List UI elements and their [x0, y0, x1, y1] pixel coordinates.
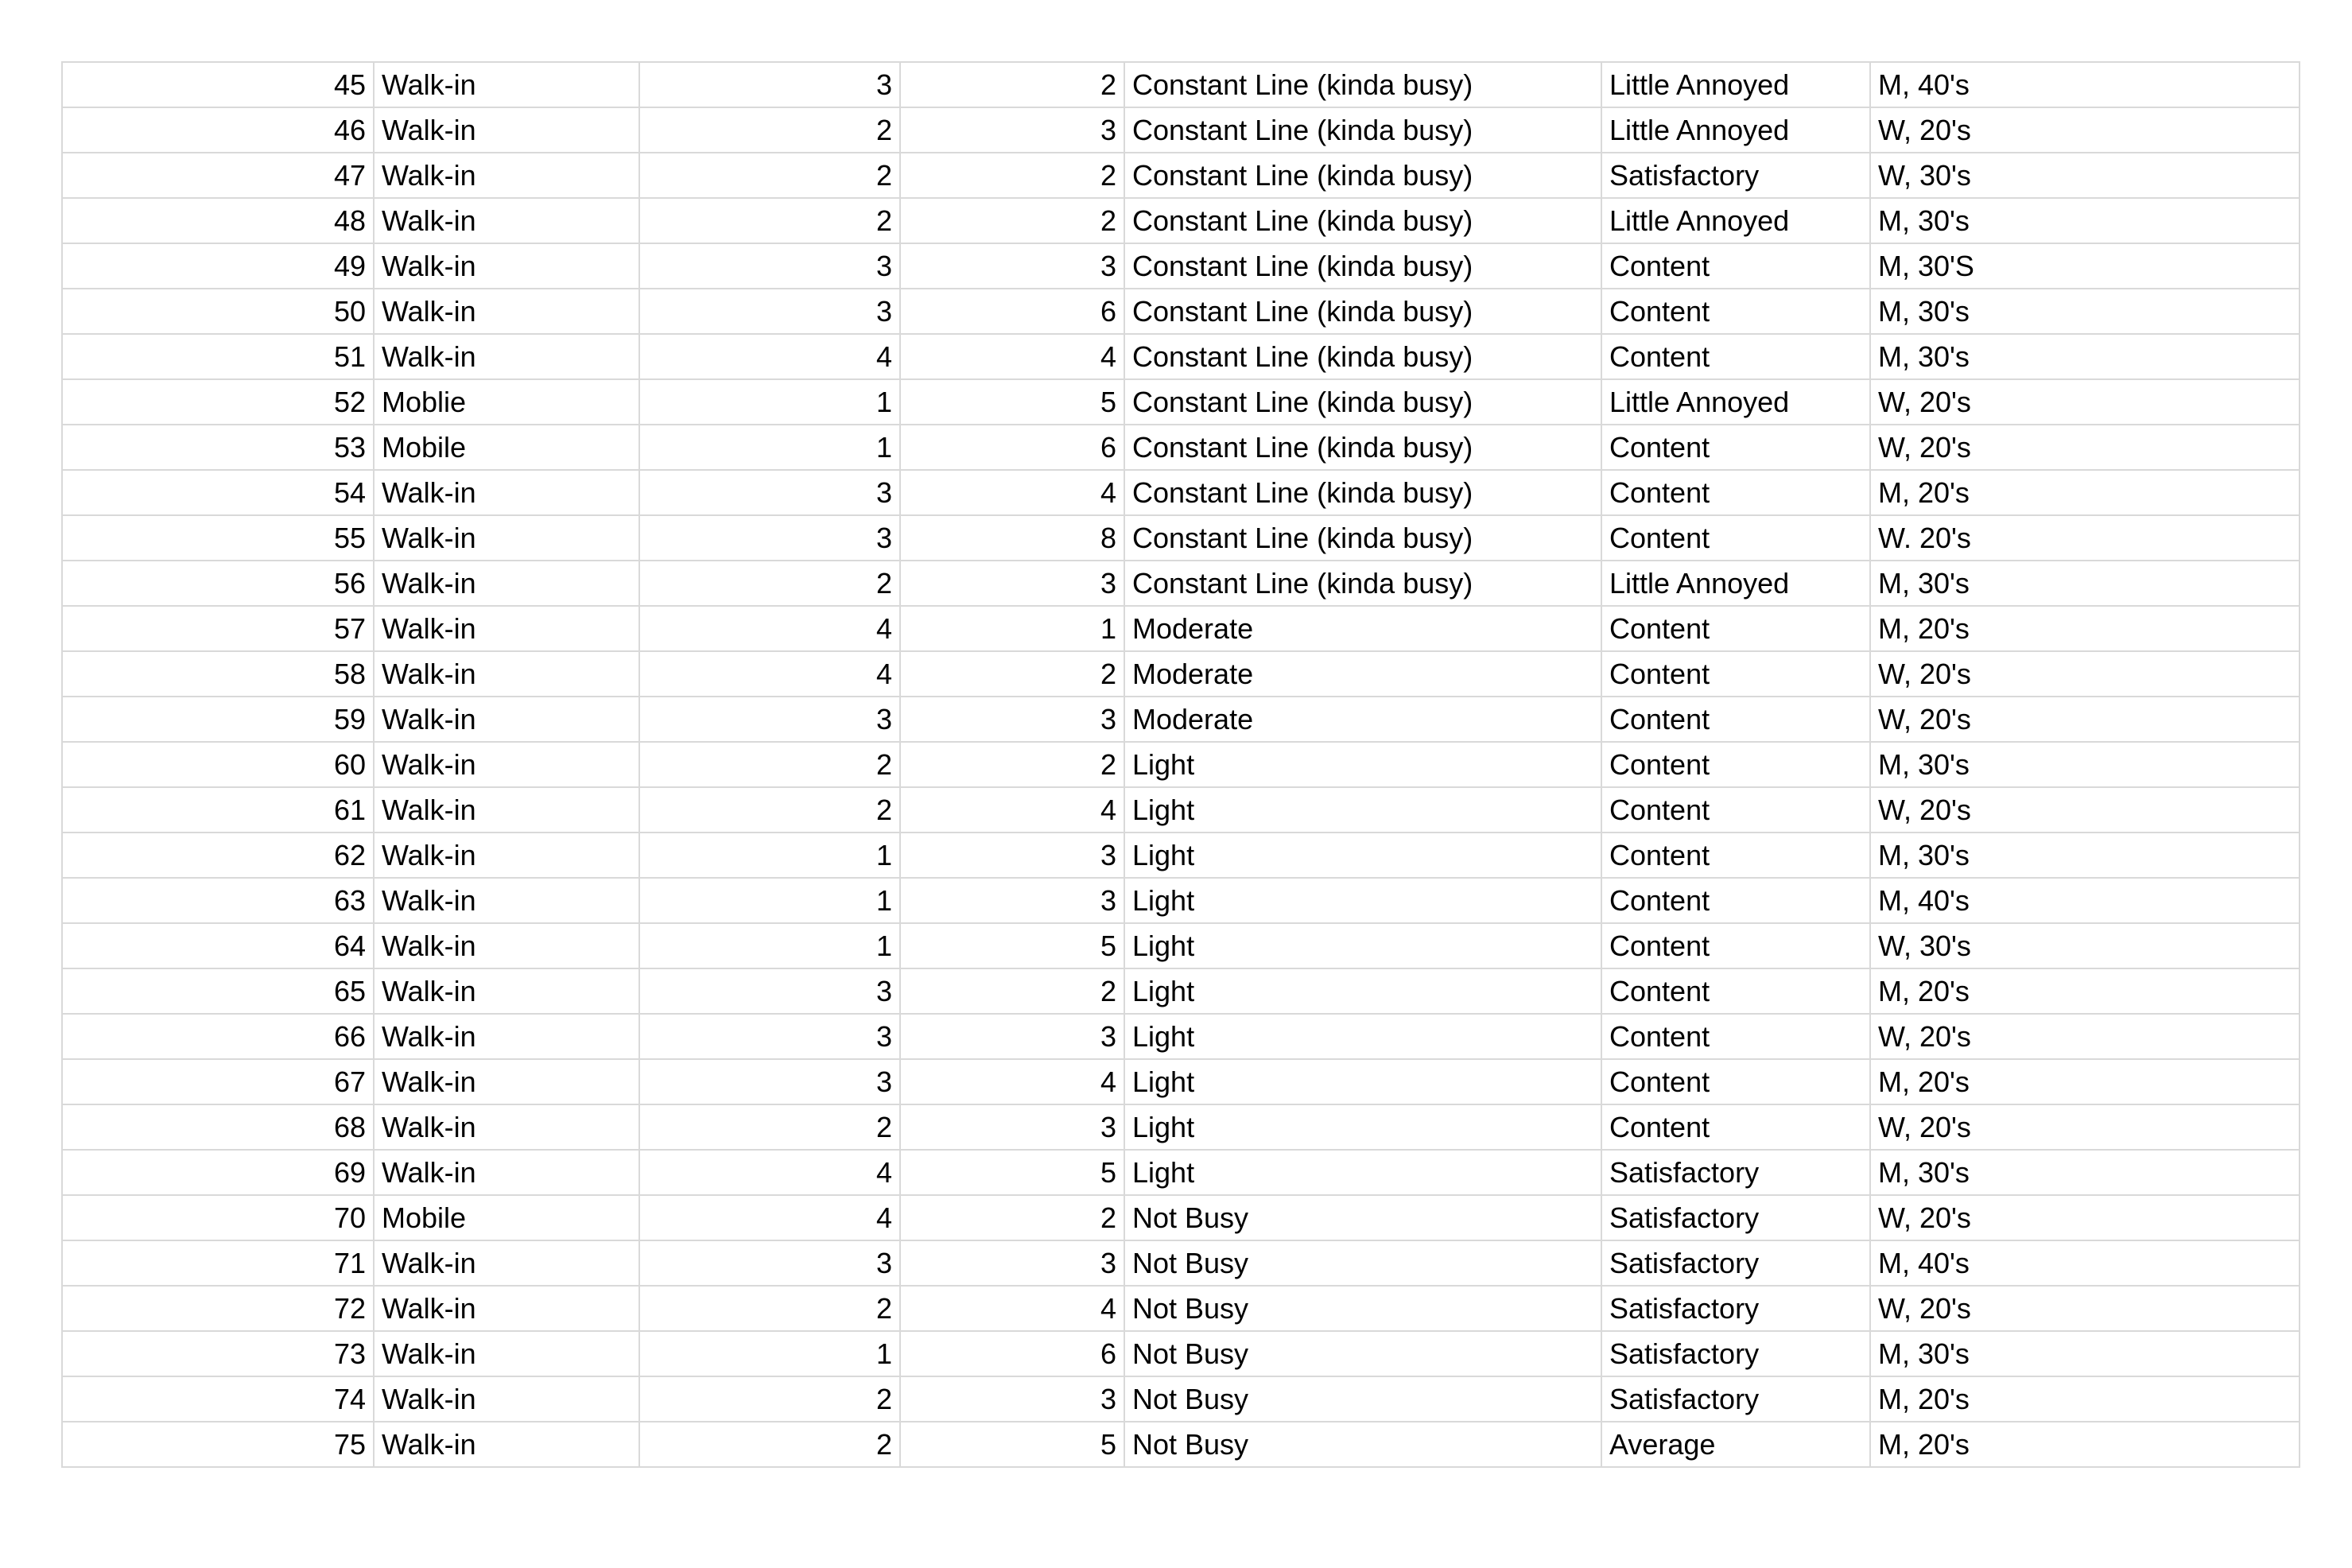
table-row: [62, 1104, 2300, 1150]
demographic-cell: W, 30's: [1870, 153, 2300, 198]
demographic-cell: W, 20's: [1870, 651, 2300, 697]
party-size-cell: 3: [639, 1014, 900, 1059]
demographic-cell: W, 20's: [1870, 379, 2300, 425]
party-size-cell: 4: [639, 1150, 900, 1195]
busyness-cell: Constant Line (kinda busy): [1124, 243, 1601, 289]
wait-cell: 3: [900, 1014, 1124, 1059]
demographic-cell: W, 20's: [1870, 1195, 2300, 1240]
id-cell: 56: [62, 561, 374, 606]
busyness-cell: Not Busy: [1124, 1422, 1601, 1467]
wait-cell: 2: [900, 198, 1124, 243]
id-cell: 61: [62, 787, 374, 833]
id-cell: 60: [62, 742, 374, 787]
order-type-cell: Walk-in: [374, 697, 639, 742]
party-size-cell: 3: [639, 968, 900, 1014]
id-cell: 57: [62, 606, 374, 651]
busyness-cell: Constant Line (kinda busy): [1124, 153, 1601, 198]
demographic-cell: W, 20's: [1870, 425, 2300, 470]
table-row: [62, 515, 2300, 561]
party-size-cell: 1: [639, 425, 900, 470]
id-cell: 70: [62, 1195, 374, 1240]
demographic-cell: M, 20's: [1870, 606, 2300, 651]
table-row: [62, 198, 2300, 243]
party-size-cell: 2: [639, 107, 900, 153]
order-type-cell: Walk-in: [374, 1104, 639, 1150]
demographic-cell: M, 30's: [1870, 561, 2300, 606]
party-size-cell: 3: [639, 289, 900, 334]
busyness-cell: Light: [1124, 1014, 1601, 1059]
order-type-cell: Moblie: [374, 379, 639, 425]
order-type-cell: Mobile: [374, 425, 639, 470]
wait-cell: 2: [900, 651, 1124, 697]
order-type-cell: Walk-in: [374, 923, 639, 968]
id-cell: 69: [62, 1150, 374, 1195]
mood-cell: Content: [1601, 787, 1870, 833]
order-type-cell: Walk-in: [374, 1059, 639, 1104]
id-cell: 45: [62, 62, 374, 107]
order-type-cell: Walk-in: [374, 651, 639, 697]
id-cell: 52: [62, 379, 374, 425]
mood-cell: Satisfactory: [1601, 1286, 1870, 1331]
order-type-cell: Walk-in: [374, 833, 639, 878]
wait-cell: 2: [900, 968, 1124, 1014]
wait-cell: 6: [900, 425, 1124, 470]
order-type-cell: Walk-in: [374, 878, 639, 923]
party-size-cell: 1: [639, 923, 900, 968]
order-type-cell: Walk-in: [374, 470, 639, 515]
mood-cell: Satisfactory: [1601, 1195, 1870, 1240]
order-type-cell: Walk-in: [374, 107, 639, 153]
mood-cell: Little Annoyed: [1601, 561, 1870, 606]
mood-cell: Content: [1601, 651, 1870, 697]
order-type-cell: Walk-in: [374, 153, 639, 198]
demographic-cell: M, 30'S: [1870, 243, 2300, 289]
order-type-cell: Walk-in: [374, 198, 639, 243]
wait-cell: 6: [900, 289, 1124, 334]
party-size-cell: 4: [639, 651, 900, 697]
wait-cell: 4: [900, 334, 1124, 379]
wait-cell: 4: [900, 470, 1124, 515]
order-type-cell: Walk-in: [374, 1376, 639, 1422]
busyness-cell: Constant Line (kinda busy): [1124, 107, 1601, 153]
table-row: [62, 1286, 2300, 1331]
table-row: [62, 1150, 2300, 1195]
table-row: [62, 62, 2300, 107]
mood-cell: Content: [1601, 833, 1870, 878]
id-cell: 49: [62, 243, 374, 289]
demographic-cell: W. 20's: [1870, 515, 2300, 561]
mood-cell: Little Annoyed: [1601, 62, 1870, 107]
wait-cell: 3: [900, 1376, 1124, 1422]
busyness-cell: Moderate: [1124, 651, 1601, 697]
id-cell: 72: [62, 1286, 374, 1331]
mood-cell: Satisfactory: [1601, 1331, 1870, 1376]
demographic-cell: M, 30's: [1870, 742, 2300, 787]
busyness-cell: Light: [1124, 923, 1601, 968]
order-type-cell: Walk-in: [374, 787, 639, 833]
party-size-cell: 2: [639, 561, 900, 606]
mood-cell: Content: [1601, 968, 1870, 1014]
busyness-cell: Constant Line (kinda busy): [1124, 198, 1601, 243]
mood-cell: Content: [1601, 1059, 1870, 1104]
order-type-cell: Walk-in: [374, 1240, 639, 1286]
demographic-cell: M, 30's: [1870, 334, 2300, 379]
busyness-cell: Light: [1124, 878, 1601, 923]
id-cell: 73: [62, 1331, 374, 1376]
busyness-cell: Constant Line (kinda busy): [1124, 515, 1601, 561]
table-row: [62, 153, 2300, 198]
wait-cell: 5: [900, 1150, 1124, 1195]
wait-cell: 4: [900, 1286, 1124, 1331]
party-size-cell: 2: [639, 1422, 900, 1467]
table-row: [62, 379, 2300, 425]
mood-cell: Content: [1601, 878, 1870, 923]
id-cell: 62: [62, 833, 374, 878]
table-row: [62, 878, 2300, 923]
mood-cell: Content: [1601, 1104, 1870, 1150]
mood-cell: Content: [1601, 697, 1870, 742]
order-type-cell: Walk-in: [374, 1331, 639, 1376]
wait-cell: 5: [900, 1422, 1124, 1467]
party-size-cell: 3: [639, 243, 900, 289]
demographic-cell: M, 30's: [1870, 1331, 2300, 1376]
demographic-cell: M, 40's: [1870, 878, 2300, 923]
demographic-cell: W, 20's: [1870, 1014, 2300, 1059]
demographic-cell: M, 20's: [1870, 968, 2300, 1014]
mood-cell: Satisfactory: [1601, 1376, 1870, 1422]
wait-cell: 8: [900, 515, 1124, 561]
mood-cell: Satisfactory: [1601, 1240, 1870, 1286]
party-size-cell: 1: [639, 878, 900, 923]
mood-cell: Content: [1601, 334, 1870, 379]
id-cell: 53: [62, 425, 374, 470]
table-row: [62, 1376, 2300, 1422]
id-cell: 46: [62, 107, 374, 153]
wait-cell: 2: [900, 1195, 1124, 1240]
table-row: [62, 742, 2300, 787]
order-type-cell: Walk-in: [374, 968, 639, 1014]
party-size-cell: 2: [639, 742, 900, 787]
party-size-cell: 2: [639, 153, 900, 198]
busyness-cell: Light: [1124, 1150, 1601, 1195]
table-row: [62, 425, 2300, 470]
wait-cell: 2: [900, 62, 1124, 107]
id-cell: 68: [62, 1104, 374, 1150]
party-size-cell: 2: [639, 1286, 900, 1331]
order-type-cell: Walk-in: [374, 289, 639, 334]
party-size-cell: 1: [639, 833, 900, 878]
table-row: [62, 968, 2300, 1014]
mood-cell: Content: [1601, 470, 1870, 515]
table-row: [62, 1014, 2300, 1059]
wait-cell: 4: [900, 1059, 1124, 1104]
wait-cell: 3: [900, 1104, 1124, 1150]
demographic-cell: M, 20's: [1870, 1059, 2300, 1104]
busyness-cell: Light: [1124, 833, 1601, 878]
order-type-cell: Walk-in: [374, 606, 639, 651]
demographic-cell: W, 20's: [1870, 1104, 2300, 1150]
busyness-cell: Moderate: [1124, 606, 1601, 651]
mood-cell: Content: [1601, 742, 1870, 787]
demographic-cell: W, 30's: [1870, 923, 2300, 968]
id-cell: 74: [62, 1376, 374, 1422]
wait-cell: 3: [900, 243, 1124, 289]
order-type-cell: Walk-in: [374, 1286, 639, 1331]
busyness-cell: Light: [1124, 787, 1601, 833]
party-size-cell: 2: [639, 1376, 900, 1422]
wait-cell: 4: [900, 787, 1124, 833]
demographic-cell: M, 30's: [1870, 1150, 2300, 1195]
wait-cell: 3: [900, 833, 1124, 878]
busyness-cell: Constant Line (kinda busy): [1124, 470, 1601, 515]
busyness-cell: Constant Line (kinda busy): [1124, 379, 1601, 425]
id-cell: 66: [62, 1014, 374, 1059]
wait-cell: 6: [900, 1331, 1124, 1376]
order-type-cell: Walk-in: [374, 742, 639, 787]
table-row: [62, 606, 2300, 651]
wait-cell: 1: [900, 606, 1124, 651]
order-type-cell: Walk-in: [374, 243, 639, 289]
id-cell: 67: [62, 1059, 374, 1104]
party-size-cell: 3: [639, 515, 900, 561]
busyness-cell: Constant Line (kinda busy): [1124, 62, 1601, 107]
busyness-cell: Constant Line (kinda busy): [1124, 289, 1601, 334]
table-row: [62, 1240, 2300, 1286]
table-row: [62, 470, 2300, 515]
wait-cell: 3: [900, 561, 1124, 606]
id-cell: 64: [62, 923, 374, 968]
demographic-cell: M, 40's: [1870, 62, 2300, 107]
wait-cell: 5: [900, 379, 1124, 425]
party-size-cell: 3: [639, 470, 900, 515]
party-size-cell: 2: [639, 1104, 900, 1150]
demographic-cell: W, 20's: [1870, 787, 2300, 833]
party-size-cell: 3: [639, 697, 900, 742]
wait-cell: 3: [900, 107, 1124, 153]
table-row: [62, 697, 2300, 742]
party-size-cell: 3: [639, 1059, 900, 1104]
party-size-cell: 3: [639, 62, 900, 107]
table-row: [62, 107, 2300, 153]
id-cell: 75: [62, 1422, 374, 1467]
order-type-cell: Walk-in: [374, 1422, 639, 1467]
busyness-cell: Moderate: [1124, 697, 1601, 742]
table-row: [62, 651, 2300, 697]
table-row: [62, 1331, 2300, 1376]
order-type-cell: Walk-in: [374, 62, 639, 107]
table-row: [62, 561, 2300, 606]
mood-cell: Little Annoyed: [1601, 198, 1870, 243]
mood-cell: Content: [1601, 606, 1870, 651]
demographic-cell: W, 20's: [1870, 697, 2300, 742]
mood-cell: Content: [1601, 289, 1870, 334]
busyness-cell: Not Busy: [1124, 1195, 1601, 1240]
order-type-cell: Walk-in: [374, 561, 639, 606]
party-size-cell: 3: [639, 1240, 900, 1286]
party-size-cell: 1: [639, 1331, 900, 1376]
order-type-cell: Walk-in: [374, 1014, 639, 1059]
mood-cell: Little Annoyed: [1601, 107, 1870, 153]
data-table: [61, 61, 2300, 1468]
wait-cell: 5: [900, 923, 1124, 968]
order-type-cell: Mobile: [374, 1195, 639, 1240]
table-row: [62, 787, 2300, 833]
table-row: [62, 289, 2300, 334]
busyness-cell: Not Busy: [1124, 1286, 1601, 1331]
demographic-cell: M, 40's: [1870, 1240, 2300, 1286]
id-cell: 54: [62, 470, 374, 515]
mood-cell: Content: [1601, 923, 1870, 968]
wait-cell: 3: [900, 878, 1124, 923]
table-row: [62, 1195, 2300, 1240]
mood-cell: Satisfactory: [1601, 1150, 1870, 1195]
demographic-cell: W, 20's: [1870, 107, 2300, 153]
table-row: [62, 334, 2300, 379]
order-type-cell: Walk-in: [374, 515, 639, 561]
order-type-cell: Walk-in: [374, 334, 639, 379]
demographic-cell: M, 20's: [1870, 1422, 2300, 1467]
mood-cell: Content: [1601, 515, 1870, 561]
wait-cell: 3: [900, 697, 1124, 742]
busyness-cell: Not Busy: [1124, 1331, 1601, 1376]
table-row: [62, 1422, 2300, 1467]
demographic-cell: M, 30's: [1870, 289, 2300, 334]
mood-cell: Satisfactory: [1601, 153, 1870, 198]
party-size-cell: 2: [639, 198, 900, 243]
table-row: [62, 923, 2300, 968]
busyness-cell: Constant Line (kinda busy): [1124, 561, 1601, 606]
id-cell: 48: [62, 198, 374, 243]
mood-cell: Content: [1601, 1014, 1870, 1059]
demographic-cell: W, 20's: [1870, 1286, 2300, 1331]
id-cell: 65: [62, 968, 374, 1014]
party-size-cell: 4: [639, 1195, 900, 1240]
id-cell: 58: [62, 651, 374, 697]
wait-cell: 2: [900, 742, 1124, 787]
busyness-cell: Light: [1124, 742, 1601, 787]
id-cell: 63: [62, 878, 374, 923]
mood-cell: Content: [1601, 425, 1870, 470]
busyness-cell: Light: [1124, 1059, 1601, 1104]
demographic-cell: M, 20's: [1870, 470, 2300, 515]
order-type-cell: Walk-in: [374, 1150, 639, 1195]
busyness-cell: Constant Line (kinda busy): [1124, 425, 1601, 470]
mood-cell: Average: [1601, 1422, 1870, 1467]
party-size-cell: 1: [639, 379, 900, 425]
busyness-cell: Light: [1124, 1104, 1601, 1150]
id-cell: 47: [62, 153, 374, 198]
table-row: [62, 1059, 2300, 1104]
party-size-cell: 4: [639, 606, 900, 651]
demographic-cell: M, 20's: [1870, 1376, 2300, 1422]
demographic-cell: M, 30's: [1870, 833, 2300, 878]
id-cell: 71: [62, 1240, 374, 1286]
mood-cell: Little Annoyed: [1601, 379, 1870, 425]
busyness-cell: Light: [1124, 968, 1601, 1014]
table-row: [62, 243, 2300, 289]
busyness-cell: Not Busy: [1124, 1240, 1601, 1286]
table-row: [62, 833, 2300, 878]
party-size-cell: 2: [639, 787, 900, 833]
party-size-cell: 4: [639, 334, 900, 379]
id-cell: 55: [62, 515, 374, 561]
wait-cell: 2: [900, 153, 1124, 198]
id-cell: 51: [62, 334, 374, 379]
busyness-cell: Constant Line (kinda busy): [1124, 334, 1601, 379]
id-cell: 59: [62, 697, 374, 742]
mood-cell: Content: [1601, 243, 1870, 289]
id-cell: 50: [62, 289, 374, 334]
busyness-cell: Not Busy: [1124, 1376, 1601, 1422]
wait-cell: 3: [900, 1240, 1124, 1286]
table-body: [62, 62, 2300, 1467]
demographic-cell: M, 30's: [1870, 198, 2300, 243]
